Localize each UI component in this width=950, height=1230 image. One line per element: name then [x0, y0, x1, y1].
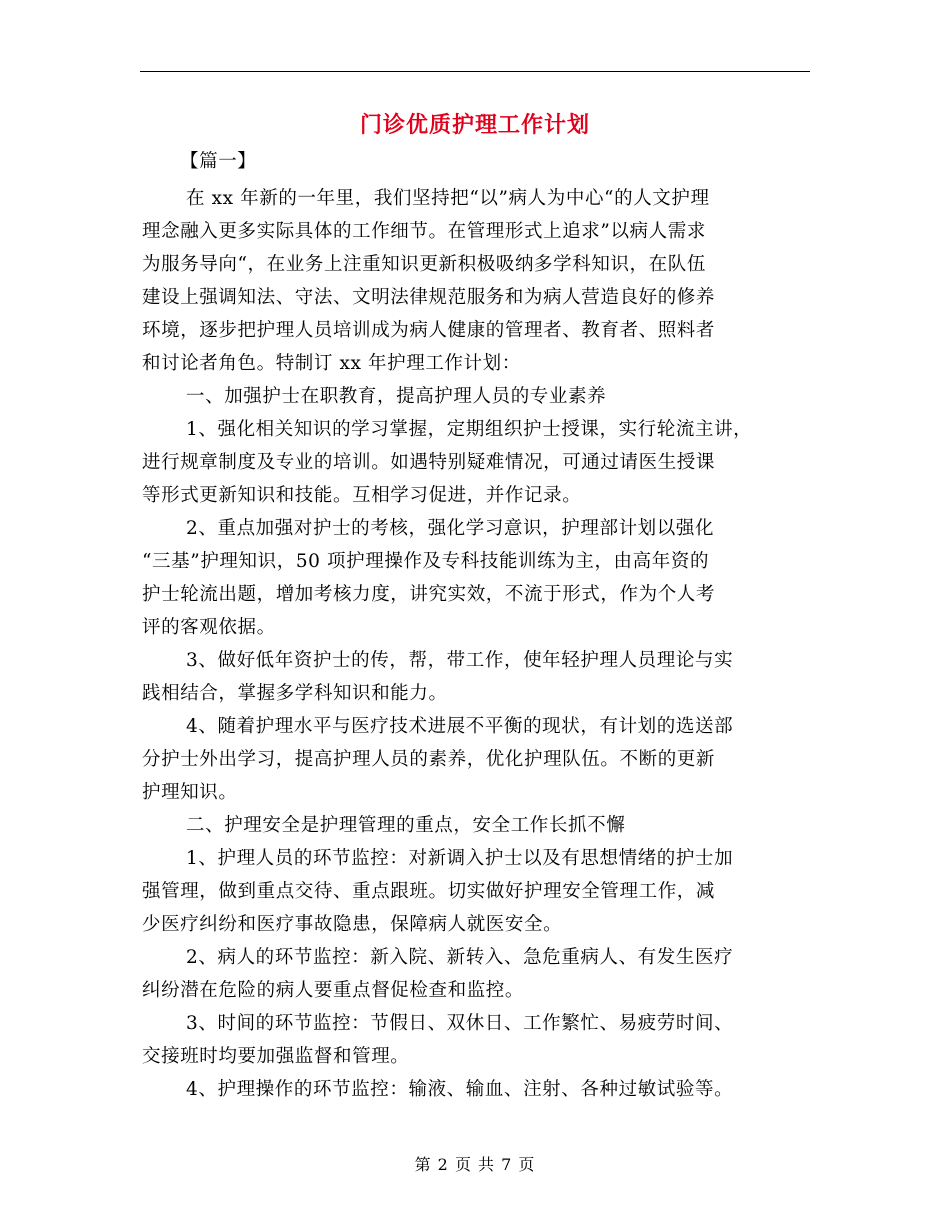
body-line: 分护士外出学习，提高护理人员的素养，优化护理队伍。不断的更新 [142, 749, 716, 770]
body-line: 在 xx 年新的一年里，我们坚持把“以”病人为中心“的人文护理 [186, 188, 710, 209]
body-line: 4、随着护理水平与医疗技术进展不平衡的现状，有计划的选送部 [186, 716, 734, 737]
body-line: 评的客观依据。 [142, 617, 276, 638]
body-line: 2、病人的环节监控：新入院、新转入、急危重病人、有发生医疗 [186, 947, 734, 968]
body-line: 1、护理人员的环节监控：对新调入护士以及有思想情绪的护士加 [186, 848, 734, 869]
body-line: “三基”护理知识，50 项护理操作及专科技能训练为主，由高年资的 [142, 551, 710, 572]
header-rule [140, 71, 810, 72]
body-line: 4、护理操作的环节监控：输液、输血、注射、各种过敏试验等。 [186, 1079, 734, 1100]
body-line: 2、重点加强对护士的考核，强化学习意识，护理部计划以强化 [186, 518, 715, 539]
body-line: 为服务导向“，在业务上注重知识更新积极吸纳多学科知识，在队伍 [142, 254, 706, 275]
body-line: 建设上强调知法、守法、文明法律规范服务和为病人营造良好的修养 [142, 287, 716, 308]
body-line: 理念融入更多实际具体的工作细节。在管理形式上追求”以病人需求 [142, 221, 706, 242]
body-line: 护士轮流出题，增加考核力度，讲究实效，不流于形式，作为个人考 [142, 584, 716, 605]
body-line: 3、做好低年资护士的传，帮，带工作，使年轻护理人员理论与实 [186, 650, 734, 671]
page-footer: 第 2 页 共 7 页 [414, 1155, 536, 1174]
body-line: 3、时间的环节监控：节假日、双休日、工作繁忙、易疲劳时间、 [186, 1013, 734, 1034]
body-line: 强管理，做到重点交待、重点跟班。切实做好护理安全管理工作，减 [142, 881, 716, 902]
body-line: 【篇一】 [180, 151, 257, 172]
body-line: 少医疗纠纷和医疗事故隐患，保障病人就医安全。 [142, 914, 563, 935]
body-line: 等形式更新知识和技能。互相学习促进，并作记录。 [142, 485, 582, 506]
body-line: 1、强化相关知识的学习掌握，定期组织护士授课，实行轮流主讲， [186, 419, 753, 440]
body-line: 护理知识。 [142, 782, 238, 803]
body-line: 二、护理安全是护理管理的重点，安全工作长抓不懈 [186, 815, 626, 836]
body-line: 进行规章制度及专业的培训。如遇特别疑难情况，可通过请医生授课 [142, 452, 716, 473]
body-line: 交接班时均要加强监督和管理。 [142, 1046, 410, 1067]
body-line: 践相结合，掌握多学科知识和能力。 [142, 683, 448, 704]
body-line: 环境，逐步把护理人员培训成为病人健康的管理者、教育者、照料者 [142, 320, 716, 341]
body-line: 和讨论者角色。特制订 xx 年护理工作计划： [142, 353, 521, 374]
body-line: 一、加强护士在职教育，提高护理人员的专业素养 [186, 386, 607, 407]
document-title: 门诊优质护理工作计划 [359, 113, 590, 138]
body-line: 纠纷潜在危险的病人要重点督促检查和监控。 [142, 980, 525, 1001]
